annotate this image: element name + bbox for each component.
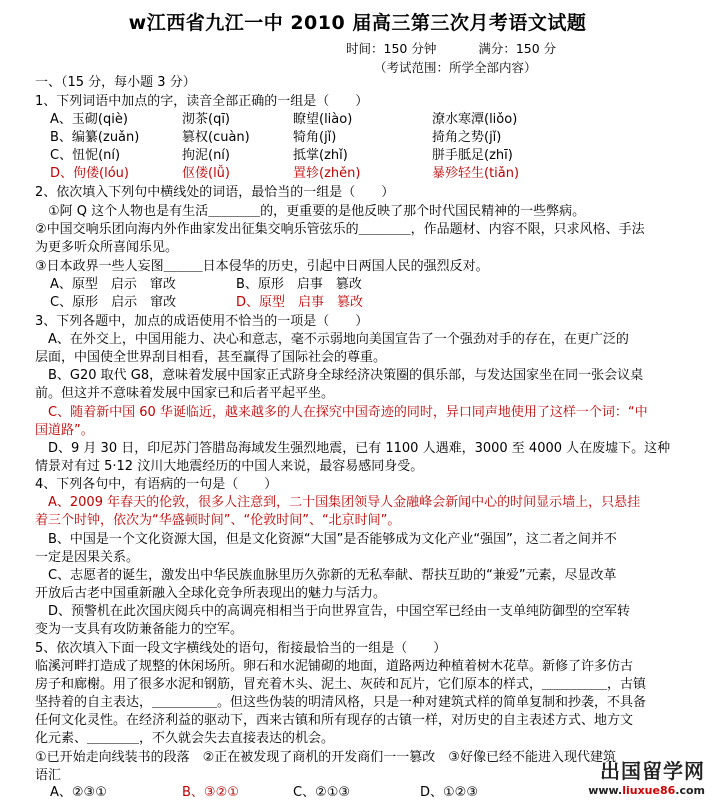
- q1-b-3: 犄角(jǐ): [293, 130, 337, 145]
- question-1-stem: 1、下列词语中加点的字，读音全部正确的一组是（ ）: [35, 94, 369, 109]
- q5-sentences-1: ①已开始走向线装书的段落 ②正在被发现了商机的开发商们一一篡改 ③好像已经不能进入现代建筑: [35, 750, 616, 765]
- q5-option-b: B、③②①: [182, 785, 239, 800]
- q3-option-a-1: A、在外交上，中国用能力、决心和意志，毫不示弱地向美国宣告了一个强劲对手的存在，在更广泛的: [35, 332, 629, 347]
- q1-a-1: A、玉砌(qiè): [50, 112, 128, 127]
- score-label: 满分：150 分: [478, 41, 557, 56]
- q4-option-d-2: 变为一支具有攻防兼备能力的空军。: [35, 622, 244, 637]
- q2-option-a: A、原型 启示 窜改: [50, 277, 176, 292]
- q1-d-3: 置轸(zhěn): [293, 166, 361, 181]
- watermark-name: 出国留学网: [600, 759, 705, 783]
- q1-c-1: C、忸怩(ní): [50, 148, 121, 163]
- q4-option-b-1: B、中国是一个文化资源大国，但是文化资源“大国”是否能够成为文化产业“强国”，这二者之间并不: [35, 532, 617, 547]
- q3-option-d-2: 情景对有过 5·12 汶川大地震经历的中国人来说，最容易感同身受。: [35, 459, 424, 474]
- q2-sentence-2: ②中国交响乐团向海内外作曲家发出征集交响乐管弦乐的＿＿＿＿，作品题材、内容不限，只求风格、手法: [35, 222, 645, 237]
- q3-option-b-2: 前。但这并不意味着发展中国家已和后者平起平坐。: [35, 386, 335, 401]
- site-watermark: [588, 755, 705, 797]
- q5-passage-1: 临溪河畔打造成了规整的休闲场所。卵石和水泥铺砌的地面，道路两边种植着树木花草。新修了许多仿古: [35, 659, 634, 674]
- exam-scope: （考试范围：所学全部内容）: [374, 60, 537, 75]
- q4-option-d-1: D、预警机在此次国庆阅兵中的高调亮相相当于向世界宣告，中国空军已经由一支单纯防御型的空军转: [35, 604, 631, 619]
- q4-option-a-1: A、2009 年春天的伦敦，很多人注意到，二十国集团领导人金融峰会新闻中心的时间显示墙上，只悬挂: [35, 495, 641, 510]
- q1-d-4: 暴殄轻生(tiǎn): [432, 166, 520, 181]
- question-5-stem: 5、依次填入下面一段文字横线处的语句，衔接最恰当的一组是（ ）: [35, 641, 447, 656]
- q3-option-a-2: 层面，中国使全世界刮目相看，甚至赢得了国际社会的尊重。: [35, 350, 387, 365]
- question-3-stem: 3、下列各题中，加点的成语使用不恰当的一项是（ ）: [35, 314, 369, 329]
- q3-option-d-1: D、9 月 30 日，印尼苏门答腊岛海域发生强烈地震，已有 1100 人遇难，3000 至 4000 人在废墟下。这种: [35, 441, 671, 456]
- q1-d-2: 伛偻(lǚ): [182, 166, 230, 181]
- q4-option-c-1: C、志愿者的诞生，激发出中华民族血脉里历久弥新的无私奉献、帮扶互助的“兼爱”元素，尽显改革: [35, 568, 617, 583]
- q3-option-c-2: 国道路”。: [35, 423, 94, 438]
- q2-sentence-1: ①阿 Q 这个人物也是有生活＿＿＿＿的，更重要的是他反映了那个时代国民精神的一些弊病。: [35, 204, 586, 219]
- q5-passage-3: 坚持着的自主表达，＿＿＿＿＿。但这些伪装的明清风格，只是一种对建筑式样的简单复制和抄袭，不具备: [35, 695, 647, 710]
- q1-c-4: 胼手胝足(zhī): [432, 148, 513, 163]
- q1-b-1: B、编纂(zuǎn): [50, 130, 140, 145]
- q1-c-2: 拘泥(ní): [182, 148, 230, 163]
- q1-b-4: 掎角之势(jǐ): [432, 130, 502, 145]
- q2-option-b: B、原形 启事 篡改: [236, 277, 362, 292]
- q5-option-c: C、②①③: [293, 785, 351, 800]
- q3-option-b-1: B、G20 取代 G8，意味着发展中国家正式跻身全球经济决策圈的俱乐部，与发达国家坐在同一张会议桌: [35, 368, 644, 383]
- q5-option-d: D、①②③: [420, 785, 478, 800]
- time-label: 时间：150 分钟: [346, 41, 437, 56]
- q5-option-a: A、②③①: [50, 785, 107, 800]
- q1-a-4: 潦水寒潭(liǒo): [432, 112, 518, 127]
- q4-option-b-2: 一定是因果关系。: [35, 550, 140, 565]
- q2-option-d: D、原型 启事 篡改: [236, 295, 364, 310]
- q3-option-c-1: C、随着新中国 60 华诞临近，越来越多的人在探究中国奇迹的同时，异口同声地使用了这样一个词：“中: [35, 405, 648, 420]
- q1-a-3: 瞭望(liào): [293, 112, 353, 127]
- question-2-stem: 2、依次填入下列句中横线处的词语，最恰当的一组是（ ）: [35, 185, 395, 200]
- q5-passage-2: 房子和廊榭。用了很多水泥和钢筋，冒充着木头、泥土、灰砖和瓦片，它们原本的样式，＿＿＿＿＿，古镇: [35, 677, 647, 692]
- q2-option-c: C、原形 启示 窜改: [50, 295, 177, 310]
- q1-b-2: 篡权(cuàn): [182, 130, 250, 145]
- exam-meta: [346, 39, 556, 57]
- q5-passage-5: 化元素、＿＿＿＿，不久就会失去直接表达的机会。: [35, 731, 335, 746]
- q4-option-a-2: 着三个时钟，依次为“华盛顿时间”、“伦敦时间”、“北京时间”。: [35, 513, 401, 528]
- q1-a-2: 沏茶(qī): [182, 112, 231, 127]
- q2-sentence-2-cont: 为更多听众所喜闻乐见。: [35, 240, 179, 255]
- q1-c-3: 抵掌(zhǐ): [293, 148, 348, 163]
- q1-d-1: D、佝偻(lóu): [50, 166, 129, 181]
- exam-title: w江西省九江一中 2010 届高三第三次月考语文试题: [128, 12, 587, 34]
- section-heading: 一、（15 分，每小题 3 分）: [35, 75, 196, 90]
- q4-option-c-2: 开放后古老中国重新融入全球化竞争所表现出的魅力与活力。: [35, 586, 387, 601]
- q2-sentence-3: ③日本政界一些人妄图＿＿＿日本侵华的历史，引起中日两国人民的强烈反对。: [35, 259, 489, 274]
- q5-passage-4: 任何文化灵性。在经济利益的驱动下，西来古镇和所有现存的古镇一样，对历史的自主表述方式、地方文: [35, 713, 634, 728]
- q5-sentences-2: 语汇: [35, 768, 62, 783]
- watermark-url: www.liuxue86.com: [588, 784, 705, 797]
- question-4-stem: 4、下列各句中，有语病的一句是（ ）: [35, 477, 278, 492]
